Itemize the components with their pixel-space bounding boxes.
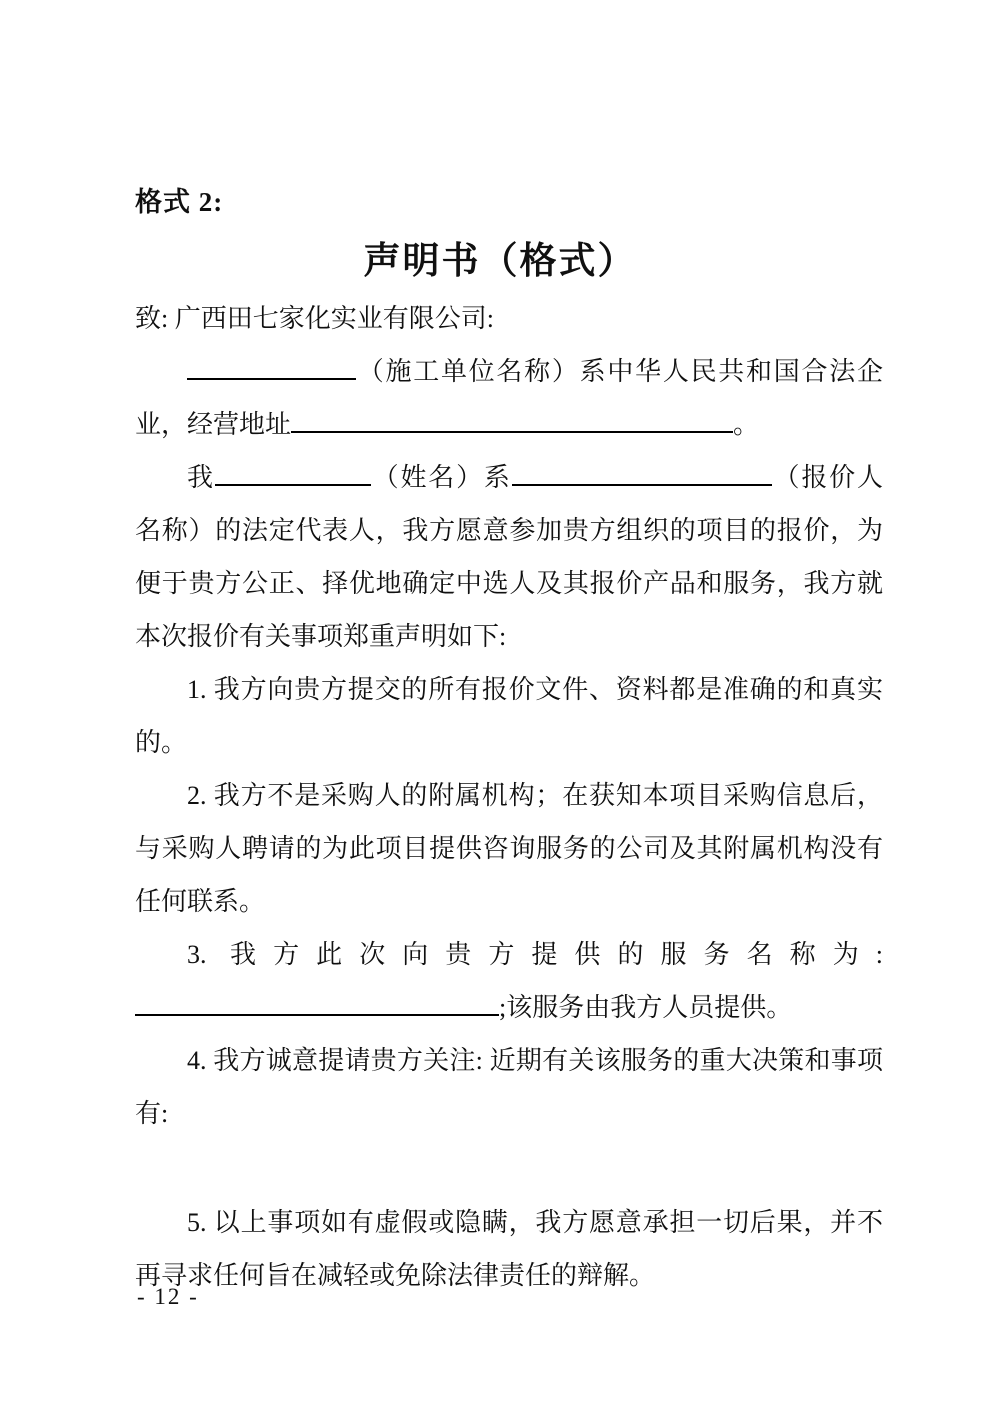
fill-in-blank (135, 989, 499, 1016)
text-run: 我 (187, 463, 215, 492)
text-run: 2. 我方不是采购人的附属机构；在获知本项目采购信息后，与采购人聘请的为此项目提供咨询服务的公司及其附属机构没有任何联系。 (135, 781, 883, 916)
text-run: （施工单位名称）系中华人民共和国合法企业，经营地址 (135, 357, 883, 439)
text-run: 致: 广西田七家化实业有限公司: (135, 304, 494, 333)
text-run: 4. 我方诚意提请贵方关注: 近期有关该服务的重大决策和事项有: (135, 1046, 883, 1128)
fill-in-blank (512, 459, 772, 486)
paragraph-item-4 (135, 1034, 883, 1140)
paragraph-company-intro (135, 345, 883, 451)
paragraph-item-2 (135, 769, 883, 928)
text-run: 5. 以上事项如有虚假或隐瞒，我方愿意承担一切后果，并不再寻求任何旨在减轻或免除法律责任的辩解。 (135, 1208, 883, 1290)
paragraph-item-3 (135, 928, 883, 1034)
fill-in-blank (291, 406, 733, 433)
document-body (135, 292, 883, 1302)
fill-in-blank (187, 353, 356, 380)
text-run: 。 (733, 410, 760, 439)
text-run: 1. 我方向贵方提交的所有报价文件、资料都是准确的和真实的。 (135, 675, 883, 757)
paragraph-item-1 (135, 663, 883, 769)
document-title: 声明书（格式） (363, 241, 637, 282)
format-label: 格式 2: (135, 187, 224, 217)
text-run: 3. 我方此次向贵方提供的服务名称为: (187, 940, 883, 969)
text-run: ;该服务由我方人员提供。 (499, 993, 793, 1022)
paragraph-salutation (135, 292, 883, 345)
text-run: （姓名）系 (370, 463, 512, 492)
page-number: - 12 - (137, 1284, 199, 1309)
text-run: （报价人名称）的法定代表人，我方愿意参加贵方组织的项目的报价，为便于贵方公正、择优地确定中选人及其报价产品和服务，我方就本次报价有关事项郑重声明如下: (135, 463, 883, 651)
fill-in-blank (215, 459, 371, 486)
paragraph-legal-representative-declaration (135, 451, 883, 663)
paragraph-item-5 (135, 1196, 883, 1302)
